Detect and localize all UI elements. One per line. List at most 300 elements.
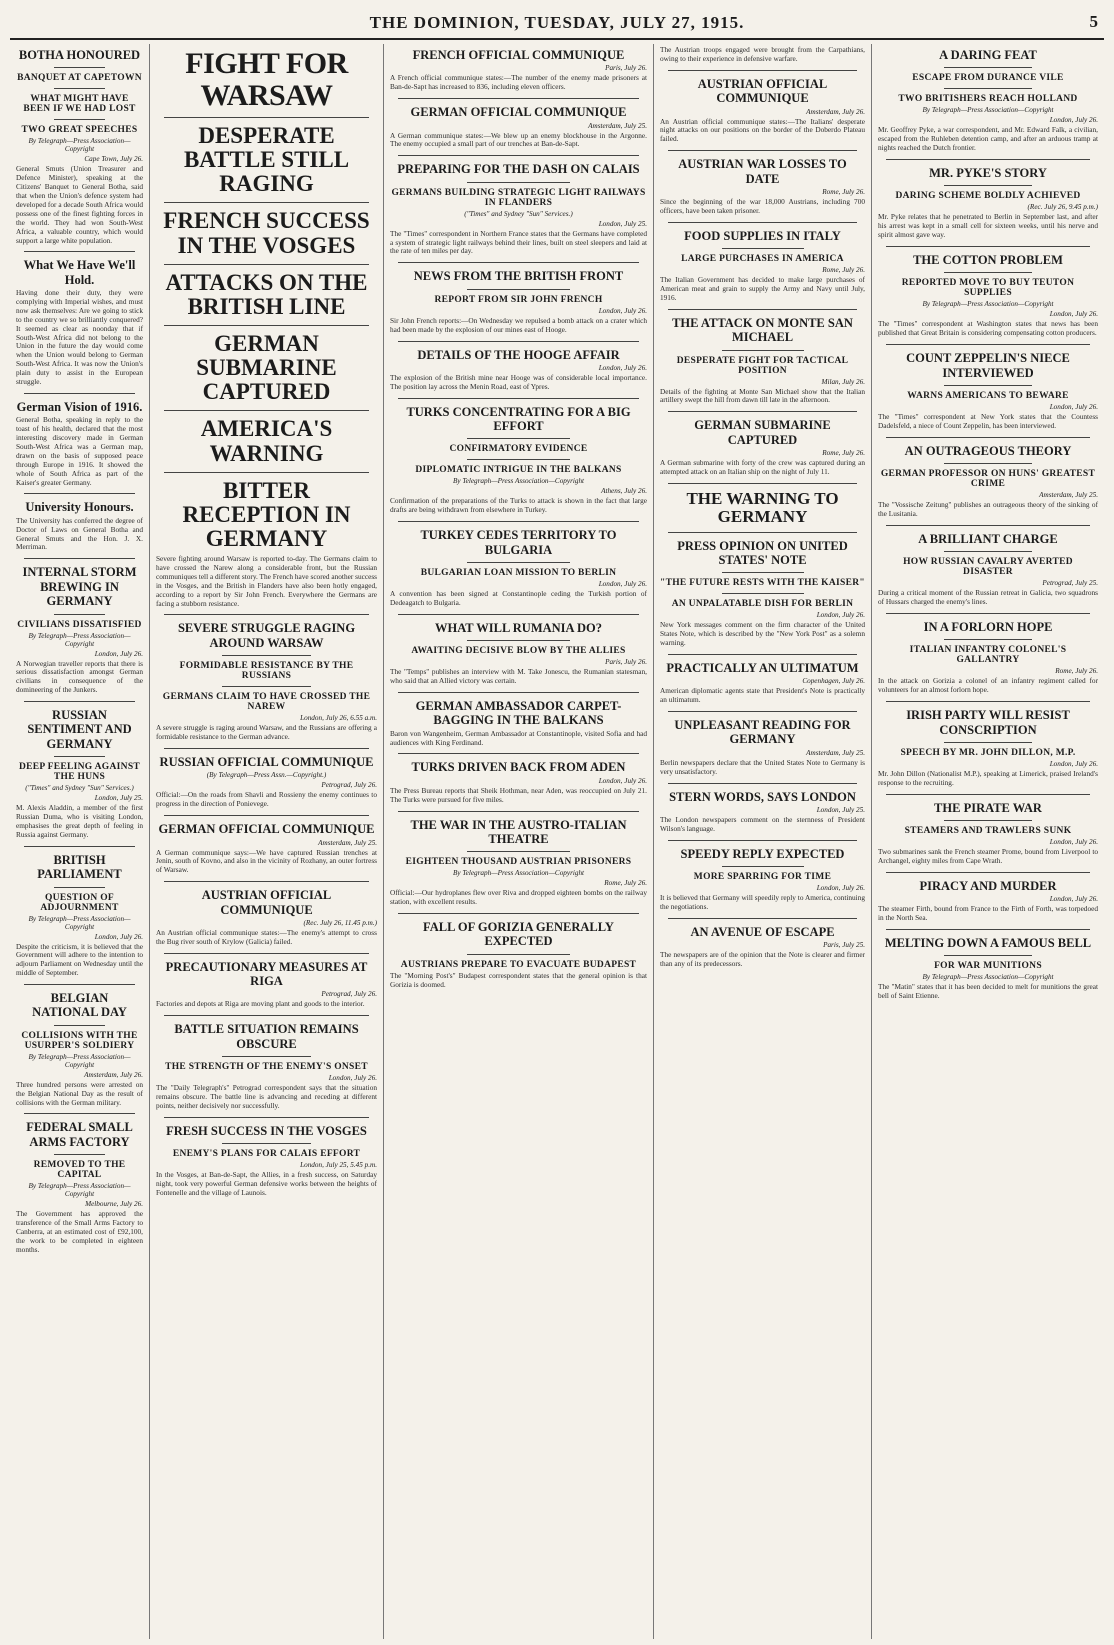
subheadline: CIVILIANS DISSATISFIED: [17, 619, 142, 630]
article-body: The explosion of the British mine near Hooge was of considerable local importance. The position lay across the Menin Road, east of Ypres.: [390, 372, 647, 391]
byline: By Telegraph—Press Association—Copyright: [922, 106, 1054, 115]
article-body: The newspapers are of the opinion that the Note is clearer and firmer than any of its predecessors.: [660, 950, 865, 969]
byline: By Telegraph—Press Association—Copyright: [28, 1182, 131, 1199]
article-divider: [164, 472, 369, 473]
byline: By Telegraph—Press Association—Copyright: [28, 631, 131, 648]
divider: [467, 289, 570, 290]
headline: DESPERATE BATTLE STILL RAGING: [183, 123, 350, 197]
article: [16, 565, 143, 695]
divider: [467, 459, 570, 460]
article: [390, 920, 647, 990]
byline: ("Times" and Sydney "Sun" Services.): [464, 209, 573, 218]
divider: [944, 88, 1032, 89]
article-body: M. Alexis Aladdin, a member of the first Russian Duma, who is visiting London, emphasises the great depth of feeling in Russia against Germany.: [16, 803, 143, 839]
dateline: Amsterdam, July 26.: [806, 107, 865, 116]
subheadline: AN UNPALATABLE DISH FOR BERLIN: [671, 599, 854, 610]
dateline: London, July 26.: [598, 776, 647, 785]
article-body: The Italian Government has decided to make large purchases of American meat and grain to supply the Army and Navy until July, 1916.: [660, 275, 865, 302]
headline: BOTHA HONOURED: [18, 48, 141, 62]
dateline: London, July 26.: [1049, 310, 1098, 319]
article-body: Having done their duty, they were complying with Imperial wishes, and must now ask themselves: Are we going to stick to the country we so brilliantly conquered? It seemed as clear as noonday that if South-West Africa did not belong to the Union in the future the day would come when the Union would belong to German South-West Africa. It was now the Union's plain duty to assist in the European struggle.: [16, 288, 143, 387]
article-divider: [668, 222, 857, 223]
headline: INTERNAL STORM BREWING IN GERMANY: [22, 565, 137, 609]
article-divider: [164, 815, 369, 816]
subheadline: TWO BRITISHERS REACH HOLLAND: [898, 94, 1078, 105]
article: [16, 1120, 143, 1254]
subheadline: QUESTION OF ADJOURNMENT: [40, 892, 119, 913]
article-divider: [164, 117, 369, 118]
article-divider: [668, 840, 857, 841]
subheadline: DEEP FEELING AGAINST THE HUNS: [18, 762, 141, 783]
article-divider: [398, 811, 639, 812]
headline: RUSSIAN SENTIMENT AND GERMANY: [27, 708, 132, 751]
dateline: London, July 26.: [598, 579, 647, 588]
article: [16, 48, 143, 245]
article: [156, 1022, 377, 1110]
dateline: Petrograd, July 26.: [321, 990, 377, 999]
article-divider: [24, 701, 135, 702]
headline: SEVERE STRUGGLE RAGING AROUND WARSAW: [177, 621, 356, 650]
divider: [467, 182, 570, 183]
article: [390, 405, 647, 516]
column-1: [10, 44, 150, 1639]
byline: By Telegraph—Press Association—Copyright: [922, 300, 1054, 309]
article: [660, 490, 865, 526]
article: [156, 124, 377, 196]
article: [878, 253, 1098, 338]
byline: By Telegraph—Press Association—Copyright: [28, 1052, 131, 1069]
divider: [467, 562, 570, 563]
headline: TURKEY CEDES TERRITORY TO BULGARIA: [420, 528, 617, 557]
page-number: 5: [1089, 12, 1098, 31]
article-body: The steamer Firth, bound from France to the Firth of Forth, was torpedoed in the North Sea.: [878, 904, 1098, 923]
article-divider: [668, 654, 857, 655]
article-divider: [164, 881, 369, 882]
article-divider: [24, 1113, 135, 1114]
subheadline: STEAMERS AND TRAWLERS SUNK: [904, 826, 1072, 837]
headline: FOOD SUPPLIES IN ITALY: [684, 228, 841, 243]
article-body: Details of the fighting at Monte San Michael show that the Italian artillery swept the hill from dawn till late in the afternoon.: [660, 386, 865, 405]
subheadline: GERMANS CLAIM TO HAVE CROSSED THE NAREW: [162, 692, 371, 713]
subheadline: FORMIDABLE RESISTANCE BY THE RUSSIANS: [179, 661, 354, 682]
article: [390, 348, 647, 392]
article: [660, 847, 865, 912]
headline: GERMAN SUBMARINE CAPTURED: [196, 330, 337, 405]
article: [878, 879, 1098, 923]
headline: BATTLE SITUATION REMAINS OBSCURE: [174, 1022, 359, 1051]
dateline: London, July 26.: [1049, 760, 1098, 768]
subheadline: SPEECH BY MR. JOHN DILLON, M.P.: [900, 748, 1076, 758]
article-body: A French official communique states:—The number of the enemy made prisoners at Ban-de-Sapt has increased to 836, including eleven officers.: [390, 73, 647, 92]
column-3: [384, 44, 654, 1639]
subheadline: DESPERATE FIGHT FOR TACTICAL POSITION: [676, 355, 849, 376]
dateline: London, July 26.: [94, 932, 143, 941]
article: [878, 444, 1098, 519]
article-divider: [398, 155, 639, 156]
dateline: Milan, July 26.: [821, 377, 865, 386]
subheadline: "THE FUTURE RESTS WITH THE KAISER": [660, 578, 865, 589]
article-divider: [398, 614, 639, 615]
dateline: Paris, July 26.: [605, 658, 647, 667]
dateline: Rome, July 26.: [604, 879, 647, 888]
headline: FRENCH SUCCESS IN THE VOSGES: [163, 208, 370, 258]
subheadline: WARNS AMERICANS TO BEWARE: [907, 391, 1069, 401]
article: [390, 528, 647, 608]
article: [390, 760, 647, 804]
headline: BITTER RECEPTION IN GERMANY: [182, 477, 351, 551]
article-body: General Botha, speaking in reply to the toast of his health, declared that the most interesting discovery made in German South-West Africa was a German map, drawn on the basis of supposed peace through Europe in 1916. It showed the whole of South Africa as part of the Kaiser's greater Germany.: [16, 415, 143, 487]
headline: AUSTRIAN OFFICIAL COMMUNIQUE: [201, 888, 332, 917]
subheadline: HOW RUSSIAN CAVALRY AVERTED DISASTER: [903, 557, 1073, 578]
article: [156, 417, 377, 465]
dateline: Amsterdam, July 26.: [84, 1070, 143, 1079]
divider: [944, 955, 1032, 956]
article: [390, 818, 647, 908]
article-body: The "Times" correspondent at New York states that the Countess Dadelsfeld, a niece of Count Zeppelin, has been interviewed.: [878, 412, 1098, 430]
article-body: The University has conferred the degree of Doctor of Laws on General Botha and General Smuts and the Hon. J. X. Merriman.: [16, 515, 143, 552]
article-body: In the Vosges, at Ban-de-Sapt, the Allies, in a fresh success, on Saturday night, took very powerful German defensive works between the heights of Fontenelle and the village of Launois.: [156, 1170, 377, 1197]
article-body: In the attack on Gorizia a colonel of an infantry regiment called for volunteers for an almost forlorn hope.: [878, 676, 1098, 695]
article: [390, 162, 647, 256]
article-divider: [398, 913, 639, 914]
headline: RUSSIAN OFFICIAL COMMUNIQUE: [159, 754, 374, 769]
article-body: General Smuts (Union Treasurer and Defence Minister), speaking at the Citizens' Banquet to General Botha, said that when the Union's defence system had developed for a decade South Africa would possess one of the finest fighting forces in the world. They had won South-West Africa, a valuable country, which would support a large white population.: [16, 164, 143, 245]
article-body: A convention has been signed at Constantinople ceding the Turkish portion of Dedeagatch to Bulgaria.: [390, 588, 647, 607]
article-body: Two submarines sank the French steamer Prome, bound from Liverpool to Archangel, eighty miles from Cape Wrath.: [878, 847, 1098, 866]
article-divider: [886, 794, 1090, 795]
article: [156, 271, 377, 319]
headline: German Vision of 1916.: [16, 399, 143, 414]
dateline: London, July 26.: [1049, 116, 1098, 125]
subheadline: BULGARIAN LOAN MISSION TO BERLIN: [420, 567, 617, 578]
article: [16, 991, 143, 1107]
dateline: London, July 26.: [1049, 403, 1098, 411]
headline: AN OUTRAGEOUS THEORY: [904, 443, 1072, 458]
article-body: Since the beginning of the war 18,000 Austrians, including 700 officers, have been taken prisoner.: [660, 196, 865, 215]
article-body: Berlin newspapers declare that the United States Note to Germany is very unsatisfactory.: [660, 757, 865, 776]
article: [390, 48, 647, 92]
dateline: Copenhagen, July 26.: [802, 677, 865, 686]
article: [660, 229, 865, 303]
divider: [222, 686, 310, 687]
article-body: It is believed that Germany will speedily reply to America, continuing the negotiations.: [660, 893, 865, 912]
headline: PRECAUTIONARY MEASURES AT RIGA: [165, 959, 368, 989]
article: [16, 500, 143, 552]
subheadline: WHAT MIGHT HAVE BEEN IF WE HAD LOST: [23, 94, 136, 115]
article-body: The "Daily Telegraph's" Petrograd correspondent says that the situation remains obscure. The battle line is advancing and receding at different points, neither decisively nor successfully.: [156, 1083, 377, 1110]
article-body: Baron von Wangenheim, German Ambassador at Constantinople, visited Sofia and had audiences with King Ferdinand.: [390, 728, 647, 747]
article-divider: [398, 98, 639, 99]
article-divider: [668, 70, 857, 71]
article: [660, 539, 865, 648]
article-divider: [886, 437, 1090, 438]
headline: THE COTTON PROBLEM: [913, 253, 1063, 268]
divider: [467, 851, 570, 852]
article-divider: [164, 325, 369, 326]
dateline: Petrograd, July 25.: [1042, 579, 1098, 588]
article-divider: [164, 264, 369, 265]
headline: FRESH SUCCESS IN THE VOSGES: [166, 1123, 367, 1138]
article: [156, 960, 377, 1010]
headline: MR. PYKE'S STORY: [929, 166, 1047, 181]
divider: [944, 820, 1032, 821]
article: [390, 699, 647, 748]
article: [878, 620, 1098, 695]
headline: MELTING DOWN A FAMOUS BELL: [884, 936, 1092, 951]
article-divider: [24, 251, 135, 252]
article-body: The London newspapers comment on the sternness of President Wilson's language.: [660, 815, 865, 833]
article: [390, 621, 647, 686]
column-2: [150, 44, 384, 1639]
subheadline: REMOVED TO THE CAPITAL: [33, 1160, 126, 1181]
article-body: The "Morning Post's" Budapest correspondent states that the general opinion is that Gorizia is doomed.: [390, 970, 647, 989]
article: [878, 351, 1098, 431]
headline: PIRACY AND MURDER: [919, 878, 1057, 893]
divider: [54, 1154, 105, 1155]
divider: [222, 1143, 310, 1144]
article-divider: [24, 558, 135, 559]
article: [156, 822, 377, 875]
dateline: London, July 26, 6.55 a.m.: [300, 714, 377, 723]
divider: [222, 655, 310, 656]
divider: [944, 272, 1032, 273]
subheadline: FOR WAR MUNITIONS: [934, 961, 1042, 972]
article-divider: [668, 411, 857, 412]
subheadline: GERMANS BUILDING STRATEGIC LIGHT RAILWAYS IN FLANDERS: [391, 187, 646, 208]
article: [390, 105, 647, 149]
article: [156, 755, 377, 809]
dateline: London, July 26.: [816, 611, 865, 620]
subheadline: DIPLOMATIC INTRIGUE IN THE BALKANS: [415, 465, 622, 476]
headline: FIGHT FOR WARSAW: [185, 47, 348, 112]
headline: FEDERAL SMALL ARMS FACTORY: [26, 1120, 133, 1149]
article: [156, 479, 377, 609]
article-divider: [668, 483, 857, 484]
article: [156, 1124, 377, 1198]
article: [390, 269, 647, 334]
article-divider: [24, 984, 135, 985]
article: [878, 936, 1098, 1001]
article-divider: [398, 692, 639, 693]
headline: UNPLEASANT READING FOR GERMANY: [674, 718, 851, 747]
dateline: London, July 26.: [94, 649, 143, 658]
headline: NEWS FROM THE BRITISH FRONT: [413, 269, 624, 284]
article-divider: [668, 783, 857, 784]
divider: [944, 185, 1032, 186]
article-body: Official:—On the roads from Shavli and Rossieny the enemy continues to progress in the direction of Ponievege.: [156, 790, 377, 809]
article-divider: [886, 929, 1090, 930]
column-4: [654, 44, 872, 1639]
article-body: Confirmation of the preparations of the Turks to attack is shown in the fact that large drafts are being withdrawn from elsewhere in Turkey.: [390, 496, 647, 515]
dateline: Paris, July 26.: [605, 64, 647, 73]
subheadline: REPORTED MOVE TO BUY TEUTON SUPPLIES: [901, 278, 1075, 299]
article: [16, 258, 143, 387]
divider: [722, 572, 804, 573]
article-body: Official:—Our hydroplanes flew over Riva and dropped eighteen bombs on the railway station, with excellent results.: [390, 888, 647, 907]
headline: THE WARNING TO GERMANY: [686, 488, 839, 526]
article: [878, 166, 1098, 240]
divider: [54, 1025, 105, 1026]
byline: By Telegraph—Press Association—Copyright: [28, 914, 131, 931]
article-body: The Austrian troops engaged were brought from the Carpathians, owing to their experience in defensive warfare.: [660, 45, 865, 63]
article-body: The "Matin" states that it has been decided to melt for munitions the great bell of Saint Etienne.: [878, 982, 1098, 1001]
article: [660, 418, 865, 477]
subheadline: MORE SPARRING FOR TIME: [693, 872, 832, 883]
dateline: Rome, July 26.: [1055, 667, 1098, 676]
article-divider: [398, 262, 639, 263]
article-divider: [398, 341, 639, 342]
article: [156, 888, 377, 947]
divider: [54, 756, 105, 757]
article: [156, 621, 377, 742]
dateline: London, July 25, 5.45 p.m.: [300, 1161, 377, 1170]
divider: [944, 551, 1032, 552]
headline: BRITISH PARLIAMENT: [37, 852, 122, 882]
dateline: Athens, July 26.: [601, 487, 647, 496]
dateline: Melbourne, July 26.: [85, 1200, 143, 1209]
headline: WHAT WILL RUMANIA DO?: [434, 620, 603, 635]
divider: [944, 742, 1032, 743]
headline: FRENCH OFFICIAL COMMUNIQUE: [412, 48, 625, 62]
article: [878, 708, 1098, 788]
article-body: A German communique states:—We blew up an enemy blockhouse in the Argonne. The enemy occupied a small part of our trenches at Ban-de-Sapt.: [390, 130, 647, 149]
article: [660, 718, 865, 777]
headline: SPEEDY REPLY EXPECTED: [680, 846, 845, 861]
article-divider: [164, 202, 369, 203]
byline: ("Times" and Sydney "Sun" Services.): [25, 784, 134, 793]
divider: [722, 866, 804, 867]
divider: [722, 350, 804, 351]
dateline: Amsterdam, July 25.: [318, 838, 377, 847]
headline: PRESS OPINION ON UNITED STATES' NOTE: [677, 538, 848, 567]
subheadline: EIGHTEEN THOUSAND AUSTRIAN PRISONERS: [405, 857, 632, 868]
headline: BELGIAN NATIONAL DAY: [32, 991, 127, 1020]
newspaper-title: THE DOMINION, TUESDAY, JULY 27, 1915.: [369, 13, 745, 32]
article-divider: [24, 493, 135, 494]
headline: ATTACKS ON THE BRITISH LINE: [165, 269, 368, 319]
dateline: London, July 26.: [1049, 838, 1098, 847]
article-body: The Government has approved the transference of the Small Arms Factory to Canberra, at an estimated cost of £92,100, the work to be completed in eighteen months.: [16, 1209, 143, 1254]
divider: [722, 248, 804, 249]
divider: [54, 614, 105, 615]
divider: [944, 463, 1032, 464]
headline: What We Have We'll Hold.: [23, 258, 136, 287]
divider: [944, 639, 1032, 640]
subheadline: TWO GREAT SPEECHES: [21, 125, 138, 136]
subheadline: AUSTRIANS PREPARE TO EVACUATE BUDAPEST: [400, 959, 637, 970]
subheadline: LARGE PURCHASES IN AMERICA: [681, 254, 844, 265]
article-body: Factories and depots at Riga are moving plant and goods to the interior.: [156, 999, 365, 1009]
article-body: The "Temps" publishes an interview with M. Take Jonescu, the Rumanian statesman, who said that an Allied victory was certain.: [390, 667, 647, 685]
dateline: London, July 26.: [816, 884, 865, 893]
headline: THE ATTACK ON MONTE SAN MICHAEL: [672, 315, 853, 345]
divider: [54, 887, 105, 888]
dateline: London, July 26.: [328, 1074, 377, 1083]
article-divider: [886, 525, 1090, 526]
article-divider: [398, 753, 639, 754]
dateline: Amsterdam, July 25.: [588, 121, 647, 130]
dateline: Paris, July 25.: [823, 941, 865, 950]
article-body: Despite the criticism, it is believed that the Government will adhere to the intention to adjourn Parliament on Wednesday until the middle of September.: [16, 941, 143, 978]
headline: AN AVENUE OF ESCAPE: [690, 924, 835, 939]
article-body: The "Times" correspondent in Northern France states that the Germans have completed a system of strategic light railways behind their lines, built on steel sleepers and laid at the rate of ten miles per day.: [390, 228, 647, 256]
article-divider: [164, 748, 369, 749]
article-divider: [164, 410, 369, 411]
headline: THE PIRATE WAR: [934, 800, 1042, 815]
article-divider: [668, 150, 857, 151]
article-body: A Norwegian traveller reports that there is serious dissatisfaction amongst German civilians in consequence of the domineering of the Junkers.: [16, 658, 143, 695]
article-divider: [886, 159, 1090, 160]
headline: IRISH PARTY WILL RESIST CONSCRIPTION: [906, 708, 1070, 737]
byline: (By Telegraph—Press Assn.—Copyright.): [206, 771, 327, 780]
article-body: Mr. Pyke relates that he penetrated to Berlin in September last, and after his arrest was kept in a small cell for sixteen weeks, until his nerve and spirit almost gave way.: [878, 212, 1098, 240]
subheadline: THE STRENGTH OF THE ENEMY'S ONSET: [165, 1062, 368, 1073]
article: [878, 48, 1098, 153]
dateline: Petrograd, July 26.: [321, 781, 377, 790]
headline: A DARING FEAT: [939, 48, 1037, 62]
article-body: Three hundred persons were arrested on the Belgian National Day as the result of collisions with the German military.: [16, 1079, 143, 1107]
dateline: London, July 25.: [598, 219, 647, 228]
article: [660, 925, 865, 969]
article-body: A severe struggle is raging around Warsaw, and the Russians are offering a formidable resistance to the German advance.: [156, 723, 377, 742]
article-body: Sir John French reports:—On Wednesday we repulsed a bomb attack on a crater which had been made by the explosion of our mines east of Hooge.: [390, 315, 647, 334]
article: [660, 77, 865, 144]
dateline: London, July 25.: [94, 794, 143, 803]
subheadline: DARING SCHEME BOLDLY ACHIEVED: [895, 191, 1081, 202]
article: [16, 853, 143, 978]
article-divider: [164, 1015, 369, 1016]
byline: By Telegraph—Press Association—Copyright: [452, 477, 585, 486]
divider: [54, 88, 105, 89]
dateline: Rome, July 26.: [822, 266, 865, 275]
article: [660, 157, 865, 216]
article: [660, 316, 865, 406]
article-body: The Press Bureau reports that Sheik Hothman, near Aden, was reoccupied on July 21. The Turks were pursued for five miles.: [390, 785, 647, 804]
article-divider: [398, 398, 639, 399]
column-5: [872, 44, 1104, 1639]
newspaper-columns: [10, 44, 1104, 1639]
article-body: The "Times" correspondent at Washington states that news has been published that Great Britain is considering compensating cotton producers.: [878, 319, 1098, 338]
headline: AUSTRIAN WAR LOSSES TO DATE: [678, 157, 847, 186]
subheadline: COLLISIONS WITH THE USURPER'S SOLDIERY: [21, 1030, 138, 1051]
dateline: Cape Town, July 26.: [84, 155, 143, 164]
dateline: Rome, July 26.: [822, 449, 865, 458]
article-body: Mr. John Dillon (Nationalist M.P.), speaking at Limerick, praised Ireland's response to the recruiting.: [878, 769, 1098, 787]
headline: PREPARING FOR THE DASH ON CALAIS: [397, 162, 640, 177]
article-body: Severe fighting around Warsaw is reported to-day. The Germans claim to have crossed the Narew along a considerable front, but the Russian communiques tell a different story. The French have scored another success in the Vosges, and the British in Flanders have also been hotly engaged, according to a report by Sir John French. Everywhere the Germans are facing a stubborn resistance.: [156, 554, 377, 608]
divider: [467, 438, 570, 439]
article-divider: [24, 846, 135, 847]
article-body: During a critical moment of the Russian retreat in Galicia, two squadrons of Hussars charged the enemy's lines.: [878, 588, 1098, 607]
article-divider: [886, 613, 1090, 614]
headline: IN A FORLORN HOPE: [923, 620, 1053, 635]
article: [878, 532, 1098, 607]
article: [16, 400, 143, 488]
article-body: The "Vossische Zeitung" publishes an outrageous theory of the sinking of the Lusitania.: [878, 500, 1098, 519]
article: [156, 332, 377, 404]
headline: GERMAN AMBASSADOR CARPET-BAGGING IN THE BALKANS: [415, 698, 622, 728]
article-divider: [668, 918, 857, 919]
subheadline: ENEMY'S PLANS FOR CALAIS EFFORT: [172, 1149, 361, 1160]
divider: [467, 640, 570, 641]
headline: DETAILS OF THE HOOGE AFFAIR: [417, 347, 620, 362]
article-divider: [164, 953, 369, 954]
article: [660, 790, 865, 834]
divider: [54, 119, 105, 120]
dateline: (Rec. July 26, 9.45 p.m.): [1027, 203, 1098, 212]
divider: [944, 67, 1032, 68]
dateline: London, July 25.: [816, 806, 865, 815]
